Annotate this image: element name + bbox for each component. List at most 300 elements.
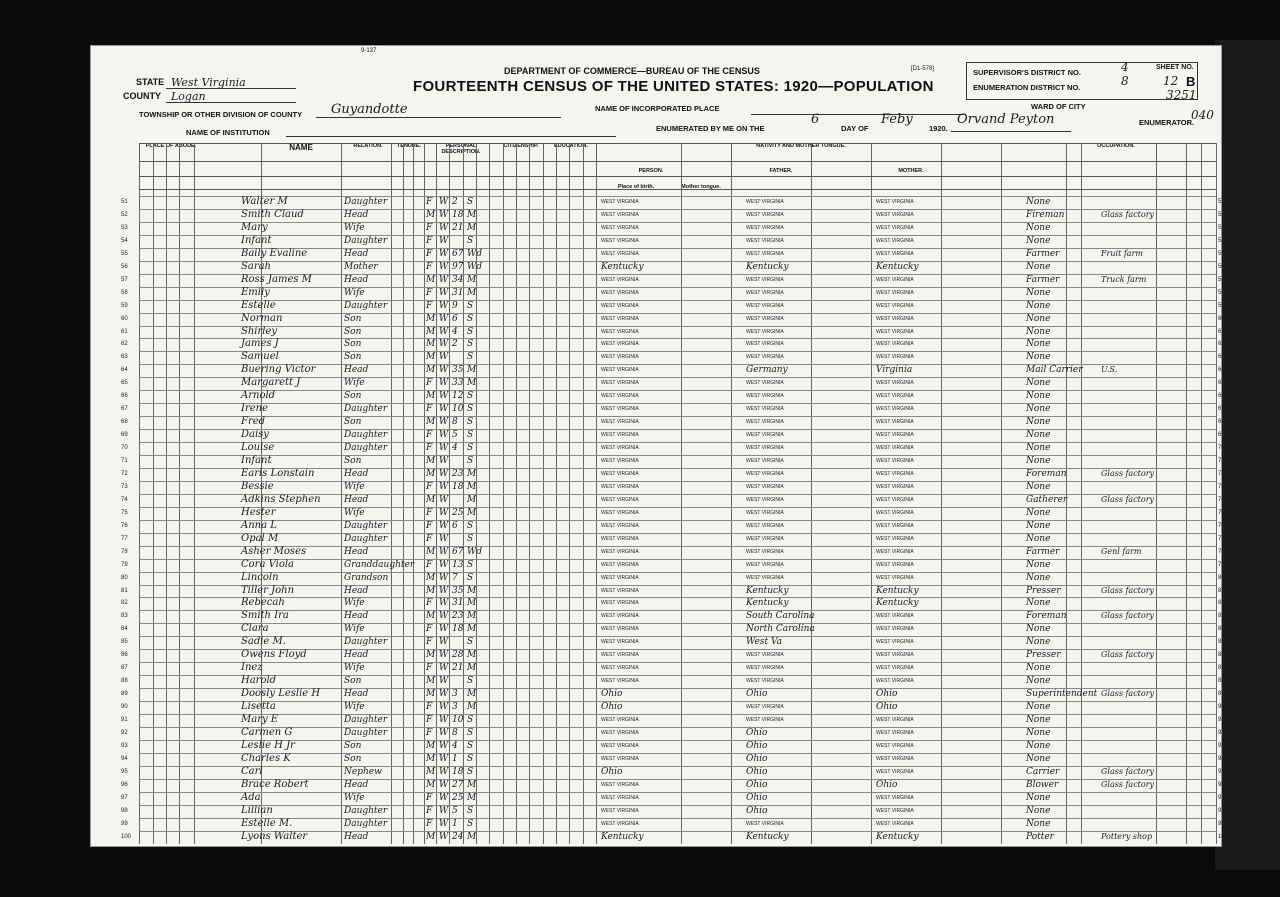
person-name: Smith Claud xyxy=(241,208,304,220)
row-number-right: 62 xyxy=(1218,341,1225,348)
row-number-right: 91 xyxy=(1218,717,1225,723)
person-place-of-birth: WEST VIRGINIA xyxy=(601,613,639,620)
mother-place-of-birth: WEST VIRGINIA xyxy=(876,794,914,801)
age: 21 xyxy=(452,222,464,233)
sex: F xyxy=(426,222,433,233)
row-number: 69 xyxy=(121,432,128,439)
age: 10 xyxy=(452,715,464,725)
race: W xyxy=(439,831,449,842)
occupation: Potter xyxy=(1026,831,1054,842)
table-row xyxy=(91,442,1225,455)
personal-header: PERSONAL DESCRIPTION. xyxy=(441,143,481,155)
table-row xyxy=(91,571,1225,585)
table-row xyxy=(91,403,1225,416)
row-number-right: 61 xyxy=(1218,328,1225,335)
sex: F xyxy=(426,197,433,207)
marital-status: M xyxy=(467,365,477,376)
table-row xyxy=(91,778,1225,792)
relation: Son xyxy=(344,740,362,751)
relation: Wife xyxy=(344,598,365,609)
age: 28 xyxy=(452,650,464,661)
row-number: 54 xyxy=(121,237,128,244)
mother-place-of-birth: WEST VIRGINIA xyxy=(876,419,914,426)
mother-place-of-birth: WEST VIRGINIA xyxy=(876,496,914,503)
table-row xyxy=(91,545,1225,559)
row-number: 97 xyxy=(121,794,128,801)
occupation: Presser xyxy=(1026,585,1061,596)
row-number: 60 xyxy=(121,315,128,322)
row-number-right: 80 xyxy=(1218,574,1225,581)
relation: Wife xyxy=(344,507,365,518)
page-title: FOURTEENTH CENSUS OF THE UNITED STATES: 1920—POPULATION xyxy=(413,78,934,95)
age: 31 xyxy=(452,287,464,298)
mother-place-of-birth: WEST VIRGINIA xyxy=(876,458,914,464)
person-name: Inez xyxy=(241,662,263,674)
row-number-right: 71 xyxy=(1218,458,1225,464)
row-number-right: 74 xyxy=(1218,496,1225,503)
person-place-of-birth: Ohio xyxy=(601,689,623,700)
race: W xyxy=(439,287,449,298)
marital-status: S xyxy=(467,352,474,363)
mother-place-of-birth: WEST VIRGINIA xyxy=(876,768,914,775)
row-number-right: 76 xyxy=(1218,522,1225,529)
marital-status: S xyxy=(467,520,474,531)
row-number-right: 84 xyxy=(1218,626,1225,633)
mother-place-of-birth: WEST VIRGINIA xyxy=(876,755,914,762)
occupation: Farmer xyxy=(1026,248,1060,259)
age: 21 xyxy=(452,663,464,674)
relation: Head xyxy=(344,689,369,700)
mother-place-of-birth: WEST VIRGINIA xyxy=(876,729,914,736)
age: 33 xyxy=(452,378,464,389)
occupation: None xyxy=(1026,313,1051,324)
township-label: TOWNSHIP OR OTHER DIVISION OF COUNTY xyxy=(139,110,303,119)
marital-status: Wd xyxy=(467,261,483,272)
table-row xyxy=(91,429,1225,442)
mother-place-of-birth: WEST VIRGINIA xyxy=(876,328,914,335)
relation: Head xyxy=(344,365,369,376)
father-place-of-birth: North Carolina xyxy=(746,624,815,635)
person-place-of-birth: WEST VIRGINIA xyxy=(601,574,639,581)
person-name: Adkins Stephen xyxy=(241,493,321,505)
mother-place-of-birth: Kentucky xyxy=(876,261,919,272)
relation: Head xyxy=(344,274,369,285)
supervisor-value: 4 xyxy=(1121,60,1129,74)
occupation: None xyxy=(1026,326,1051,337)
person-place-of-birth: WEST VIRGINIA xyxy=(601,302,639,309)
person-name: Infant xyxy=(241,455,272,466)
race: W xyxy=(439,248,449,259)
mother-place-of-birth: WEST VIRGINIA xyxy=(876,626,914,633)
mother-place-of-birth: WEST VIRGINIA xyxy=(876,509,914,516)
relation: Son xyxy=(344,339,362,350)
father-header: FATHER. xyxy=(769,168,793,174)
marital-status: S xyxy=(467,443,474,454)
father-place-of-birth: Kentucky xyxy=(746,261,789,272)
mother-place-of-birth: WEST VIRGINIA xyxy=(876,678,914,685)
person-name: Bessie xyxy=(241,480,274,492)
person-name: Doosly Leslie H xyxy=(241,688,321,700)
person-name: Lillian xyxy=(241,804,273,816)
mother-place-of-birth: WEST VIRGINIA xyxy=(876,483,914,490)
row-number-right: 51 xyxy=(1218,199,1225,205)
row-number: 61 xyxy=(121,328,128,335)
race: W xyxy=(439,702,449,713)
mother-place-of-birth: WEST VIRGINIA xyxy=(876,211,914,218)
person-place-of-birth: WEST VIRGINIA xyxy=(601,289,639,296)
row-number: 56 xyxy=(121,263,128,270)
mother-place-of-birth: WEST VIRGINIA xyxy=(876,302,914,309)
industry: Glass factory xyxy=(1101,766,1155,776)
father-place-of-birth: WEST VIRGINIA xyxy=(746,483,784,490)
marital-status: S xyxy=(467,740,474,751)
race: W xyxy=(439,585,449,596)
header-line xyxy=(139,176,1216,177)
row-number: 99 xyxy=(121,820,128,827)
mother-place-of-birth: WEST VIRGINIA xyxy=(876,742,914,749)
mother-place-of-birth: WEST VIRGINIA xyxy=(876,652,914,659)
person-name: Carmen G xyxy=(241,726,293,738)
table-row xyxy=(91,325,1225,339)
father-place-of-birth: WEST VIRGINIA xyxy=(746,548,784,555)
father-place-of-birth: WEST VIRGINIA xyxy=(746,250,784,257)
father-place-of-birth: WEST VIRGINIA xyxy=(746,574,784,581)
father-place-of-birth: WEST VIRGINIA xyxy=(746,561,784,568)
person-place-of-birth: WEST VIRGINIA xyxy=(601,199,639,205)
mother-place-of-birth: WEST VIRGINIA xyxy=(876,354,914,361)
race: W xyxy=(439,663,449,674)
person-place-of-birth: WEST VIRGINIA xyxy=(601,600,639,607)
mother-place-of-birth: WEST VIRGINIA xyxy=(876,315,914,322)
row-number-right: 95 xyxy=(1218,768,1225,775)
father-place-of-birth: WEST VIRGINIA xyxy=(746,289,784,296)
father-place-of-birth: WEST VIRGINIA xyxy=(746,704,784,711)
stamp-number-2: 040 xyxy=(1191,108,1214,122)
age: 6 xyxy=(452,313,458,324)
marital-status: S xyxy=(467,313,474,324)
marital-status: S xyxy=(467,766,474,777)
header-line xyxy=(139,161,1216,162)
industry: Glass factory xyxy=(1101,585,1155,595)
father-place-of-birth: South Carolina xyxy=(746,611,815,622)
father-place-of-birth: WEST VIRGINIA xyxy=(746,445,784,452)
age: 2 xyxy=(452,339,458,350)
mother-place-of-birth: Ohio xyxy=(876,689,898,700)
row-number-right: 72 xyxy=(1218,470,1225,477)
occupation: None xyxy=(1026,378,1051,389)
person-place-of-birth: WEST VIRGINIA xyxy=(601,380,639,387)
age: 1 xyxy=(452,818,458,829)
person-name: Walter M xyxy=(241,196,288,207)
table-row xyxy=(91,830,1229,844)
sex: M xyxy=(426,456,436,466)
occupation: Farmer xyxy=(1026,546,1060,557)
row-number-right: 94 xyxy=(1218,755,1225,762)
age: 8 xyxy=(452,727,458,738)
sex: M xyxy=(426,689,436,700)
table-row xyxy=(91,610,1225,623)
mother-place-of-birth: Ohio xyxy=(876,779,898,790)
person-place-of-birth: WEST VIRGINIA xyxy=(601,406,639,413)
race: W xyxy=(439,326,449,337)
row-number: 52 xyxy=(121,211,128,218)
form-number: 9-137 xyxy=(361,48,377,54)
person-name: Arnold xyxy=(241,390,276,402)
row-number: 64 xyxy=(121,367,128,374)
place-label: NAME OF INCORPORATED PLACE xyxy=(595,104,720,113)
sex: M xyxy=(426,352,436,363)
marital-status: M xyxy=(467,611,477,622)
father-place-of-birth: West Va xyxy=(746,637,782,648)
relation: Daughter xyxy=(344,805,388,816)
marital-status: M xyxy=(467,702,477,713)
person-name: Carl xyxy=(241,765,263,777)
age: 31 xyxy=(452,598,464,609)
row-number: 85 xyxy=(121,639,128,646)
father-place-of-birth: WEST VIRGINIA xyxy=(746,224,784,231)
race: W xyxy=(439,313,449,324)
sex: F xyxy=(426,378,433,389)
state-label: STATE xyxy=(136,77,165,87)
mother-place-of-birth: WEST VIRGINIA xyxy=(876,639,914,646)
occupation: None xyxy=(1026,443,1051,454)
sex: M xyxy=(426,209,436,220)
age: 23 xyxy=(452,611,464,622)
table-row xyxy=(91,455,1225,468)
row-number-right: 68 xyxy=(1218,419,1225,426)
table-row xyxy=(91,416,1225,429)
occupation: None xyxy=(1026,235,1051,246)
race: W xyxy=(439,766,449,777)
relation: Head xyxy=(344,779,369,790)
occupation: None xyxy=(1026,792,1051,803)
education-header: EDUCATION. xyxy=(554,143,588,149)
occupation: Blower xyxy=(1026,779,1059,790)
race: W xyxy=(439,637,449,648)
occupation: Foreman xyxy=(1026,611,1067,622)
occupation: None xyxy=(1026,507,1051,518)
relation: Daughter xyxy=(344,300,388,311)
relation: Mother xyxy=(344,261,378,272)
enumerator-label: ENUMERATOR. xyxy=(1139,118,1195,127)
table-row xyxy=(91,714,1225,727)
age: 18 xyxy=(452,766,464,777)
row-number-right: 52 xyxy=(1218,211,1225,218)
sex: M xyxy=(426,676,436,687)
marital-status: S xyxy=(467,805,474,816)
relation: Head xyxy=(344,494,369,505)
person-name: Leslie H Jr xyxy=(241,739,295,751)
row-number: 58 xyxy=(121,289,128,296)
person-place-of-birth: WEST VIRGINIA xyxy=(601,276,639,283)
enumeration-label: ENUMERATION DISTRICT NO. xyxy=(973,83,1081,92)
person-name: Cora Viola xyxy=(241,558,295,570)
father-place-of-birth: WEST VIRGINIA xyxy=(746,199,784,205)
table-row xyxy=(91,196,1225,209)
occupation: None xyxy=(1026,417,1051,428)
sex: F xyxy=(426,430,433,441)
occupation: None xyxy=(1026,339,1051,350)
person-name: Shirley xyxy=(241,325,278,337)
father-place-of-birth: WEST VIRGINIA xyxy=(746,315,784,322)
sheet-label: SHEET NO. xyxy=(1156,64,1194,71)
row-number: 75 xyxy=(121,509,128,516)
father-place-of-birth: WEST VIRGINIA xyxy=(746,237,784,244)
relation: Son xyxy=(344,676,362,687)
sex: M xyxy=(426,766,436,777)
relation: Wife xyxy=(344,222,365,233)
person-place-of-birth: WEST VIRGINIA xyxy=(601,807,639,814)
relation: Daughter xyxy=(344,818,388,829)
father-place-of-birth: WEST VIRGINIA xyxy=(746,328,784,335)
occupation: None xyxy=(1026,300,1051,311)
sex: M xyxy=(426,779,436,790)
row-number: 78 xyxy=(121,548,128,555)
mother-place-of-birth: Ohio xyxy=(876,702,898,713)
mother-place-of-birth: Kentucky xyxy=(876,585,919,596)
person-place-of-birth: WEST VIRGINIA xyxy=(601,458,639,464)
person-name: Samuel xyxy=(241,351,279,363)
occupation: None xyxy=(1026,559,1051,570)
age: 24 xyxy=(452,831,464,842)
sex: F xyxy=(426,235,433,246)
stamp-number: 3251 xyxy=(1166,88,1197,102)
table-row xyxy=(91,480,1225,494)
race: W xyxy=(439,352,449,363)
table-row xyxy=(91,519,1225,533)
table-row xyxy=(91,817,1225,831)
person-name: Brace Robert xyxy=(241,778,309,790)
father-place-of-birth: WEST VIRGINIA xyxy=(746,341,784,348)
marital-status: M xyxy=(467,209,477,220)
person-place-of-birth: WEST VIRGINIA xyxy=(601,729,639,736)
row-number: 84 xyxy=(121,626,128,633)
row-number: 72 xyxy=(121,470,128,477)
age: 1 xyxy=(452,753,458,764)
mother-place-of-birth: Kentucky xyxy=(876,831,919,842)
table-row xyxy=(91,726,1225,740)
nativity-header: NATIVITY AND MOTHER TONGUE. xyxy=(756,143,846,149)
race: W xyxy=(439,624,449,635)
age: 5 xyxy=(452,430,458,441)
age: 10 xyxy=(452,404,464,415)
person-place-of-birth: WEST VIRGINIA xyxy=(601,470,639,477)
person-place-of-birth: Kentucky xyxy=(601,831,644,842)
race: W xyxy=(439,378,449,389)
relation: Head xyxy=(344,831,369,842)
row-number-right: 66 xyxy=(1218,393,1225,400)
row-number-right: 93 xyxy=(1218,742,1225,749)
table-row xyxy=(91,765,1225,779)
person-place-of-birth: WEST VIRGINIA xyxy=(601,755,639,762)
relation: Head xyxy=(344,585,369,596)
marital-status: S xyxy=(467,715,474,725)
department-heading: DEPARTMENT OF COMMERCE—BUREAU OF THE CENSUS xyxy=(504,66,760,76)
relation: Daughter xyxy=(344,727,388,738)
sex: F xyxy=(426,481,433,492)
occupation: Superintendent xyxy=(1026,689,1098,700)
occupation: None xyxy=(1026,222,1051,233)
sex: F xyxy=(426,507,433,518)
marital-status: M xyxy=(467,650,477,661)
person-name: Lisetta xyxy=(241,701,276,713)
race: W xyxy=(439,365,449,376)
table-row xyxy=(91,234,1225,248)
relation: Son xyxy=(344,456,362,466)
table-row xyxy=(91,804,1225,818)
row-number: 65 xyxy=(121,380,128,387)
month-value: Feby xyxy=(881,112,913,127)
race: W xyxy=(439,339,449,350)
person-name: Owens Floyd xyxy=(241,649,307,661)
marital-status: M xyxy=(467,792,477,803)
row-number-right: 67 xyxy=(1218,406,1225,413)
marital-status: M xyxy=(467,585,477,596)
marital-status: S xyxy=(467,326,474,337)
person-name: Earls Lonstain xyxy=(241,467,315,479)
occupation: None xyxy=(1026,818,1051,829)
row-number-right: 92 xyxy=(1218,729,1225,736)
mother-place-of-birth: WEST VIRGINIA xyxy=(876,522,914,529)
form-code: [D1-578] xyxy=(911,66,935,72)
marital-status: S xyxy=(467,417,474,428)
person-place-of-birth: WEST VIRGINIA xyxy=(601,419,639,426)
sex: F xyxy=(426,404,433,415)
industry: Glass factory xyxy=(1101,650,1155,660)
industry: Glass factory xyxy=(1101,779,1155,789)
marital-status: S xyxy=(467,753,474,764)
row-number: 89 xyxy=(121,691,128,698)
sex: M xyxy=(426,494,436,505)
row-number-right: 64 xyxy=(1218,367,1225,374)
sex: F xyxy=(426,248,433,259)
person-name: Infant xyxy=(241,234,272,246)
mother-place-of-birth: WEST VIRGINIA xyxy=(876,406,914,413)
industry: Glass factory xyxy=(1101,468,1155,478)
mother-place-of-birth: WEST VIRGINIA xyxy=(876,380,914,387)
row-number-right: 75 xyxy=(1218,509,1225,516)
occupation: Presser xyxy=(1026,650,1061,661)
sex: M xyxy=(426,326,436,337)
marital-status: S xyxy=(467,818,474,829)
father-place-of-birth: Ohio xyxy=(746,727,768,738)
row-number: 100 xyxy=(121,833,132,840)
age: 12 xyxy=(452,391,464,402)
occupation: None xyxy=(1026,533,1051,544)
occupation: Farmer xyxy=(1026,274,1060,285)
supervisor-label: SUPERVISOR'S DISTRICT NO. xyxy=(973,68,1081,77)
race: W xyxy=(439,740,449,751)
person-place-of-birth: Ohio xyxy=(601,766,623,777)
father-place-of-birth: WEST VIRGINIA xyxy=(746,535,784,542)
marital-status: M xyxy=(467,598,477,609)
sex: M xyxy=(426,365,436,376)
age: 4 xyxy=(452,740,458,751)
relation: Son xyxy=(344,352,362,363)
marital-status: S xyxy=(467,727,474,738)
person-place-of-birth: WEST VIRGINIA xyxy=(601,678,639,685)
industry: Fruit farm xyxy=(1101,248,1143,258)
row-number-right: 99 xyxy=(1218,820,1225,827)
sheet-letter: B xyxy=(1186,74,1196,89)
row-number-right: 81 xyxy=(1218,587,1225,594)
age: 67 xyxy=(452,248,464,259)
person-place-of-birth-header: Place of birth. xyxy=(617,184,655,190)
marital-status: S xyxy=(467,572,474,583)
table-row xyxy=(91,351,1225,364)
race: W xyxy=(439,507,449,518)
row-number-right: 96 xyxy=(1218,781,1225,788)
